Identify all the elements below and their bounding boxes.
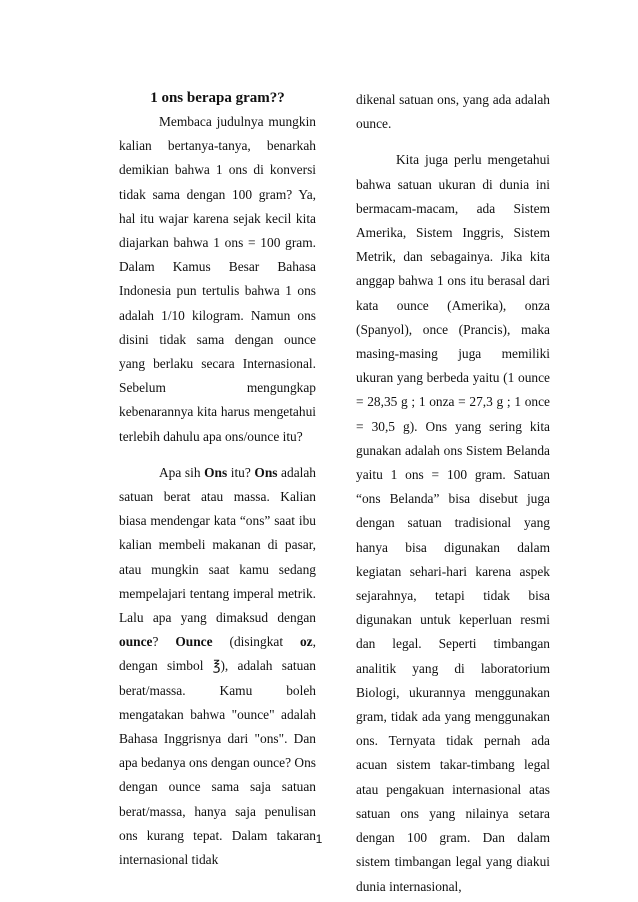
text-run: Apa sih <box>159 464 205 480</box>
text-run: , dengan simbol ℥), adalah satuan berat/massa. Kamu boleh mengatakan bahwa "ounce" adalah Bahasa Inggrisnya dari "ons". Dan apa bedanya ons dengan ounce? Ons dengan ounce sama saja satuan berat/massa, hanya saja penulisan ons kurang tepat. Dalam takaran internasional tidak <box>119 634 316 868</box>
article-title: 1 ons berapa gram?? <box>150 90 285 106</box>
bold-term-ons: Ons <box>254 464 278 480</box>
page-number: 1 <box>315 832 323 846</box>
bold-term-oz: oz <box>299 634 313 650</box>
text-run: ? <box>152 634 176 650</box>
bold-term-ons: Ons <box>204 464 228 480</box>
bold-term-ounce: ounce <box>119 634 153 650</box>
text-run: itu? <box>227 464 255 480</box>
continuation-paragraph: dikenal satuan ons, yang ada adalah ounce. <box>356 92 550 132</box>
right-column <box>356 88 550 899</box>
intro-paragraph: Membaca judulnya mungkin kalian bertanya-tanya, benarkah demikian bahwa 1 ons di konversi tidak sama dengan 100 gram? Ya, hal itu wajar karena sejak kecil kita diajarkan bahwa 1 ons = 100 gram. Dalam Kamus Besar Bahasa Indonesia pun tertulis bahwa 1 ons adalah 1/10 kilogram. Namun ons disini tidak sama dengan ounce yang berlaku secara Internasional. Sebelum mengungkap kebenarannya kita harus mengetahui terlebih dahulu apa ons/ounce itu? <box>119 114 316 444</box>
text-run: (disingkat <box>212 634 300 650</box>
definition-paragraph <box>119 461 316 872</box>
bold-term-ounce: Ounce <box>175 634 213 650</box>
left-column <box>119 86 316 872</box>
text-run: adalah satuan berat atau massa. Kalian biasa mendengar kata “ons” saat ibu kalian membeli makanan di pasar, atau mungkin saat kamu sedang mempelajari tentang imperal metrik. Lalu apa yang dimaksud dengan <box>119 464 316 626</box>
measurement-systems-paragraph: Kita juga perlu mengetahui bahwa satuan ukuran di dunia ini bermacam-macam, ada Sistem Amerika, Sistem Inggris, Sistem Metrik, dan sebagainya. Jika kita anggap bahwa 1 ons itu berasal dari kata ounce (Amerika), onza (Spanyol), once (Prancis), maka masing-masing juga memiliki ukuran yang berbeda yaitu (1 ounce = 28,35 g ; 1 onza = 27,3 g ; 1 once = 30,5 g). Ons yang sering kita gunakan adalah ons Sistem Belanda yaitu 1 ons = 100 gram. Satuan “ons Belanda” bisa disebut juga dengan satuan tradisional yang hanya bisa digunakan dalam kegiatan sehari-hari karena aspek sejarahnya, tetapi tidak bisa digunakan untuk keperluan resmi dan legal. Seperti timbangan analitik yang di laboratorium Biologi, ukurannya menggunakan gram, tidak ada yang menggunakan ons. Ternyata tidak pernah ada acuan sistem takar-timbang legal atau pengakuan internasional atas satuan ons yang nilainya setara dengan 100 gram. Dan dalam sistem timbangan legal yang diakui dunia internasional, <box>356 152 550 894</box>
